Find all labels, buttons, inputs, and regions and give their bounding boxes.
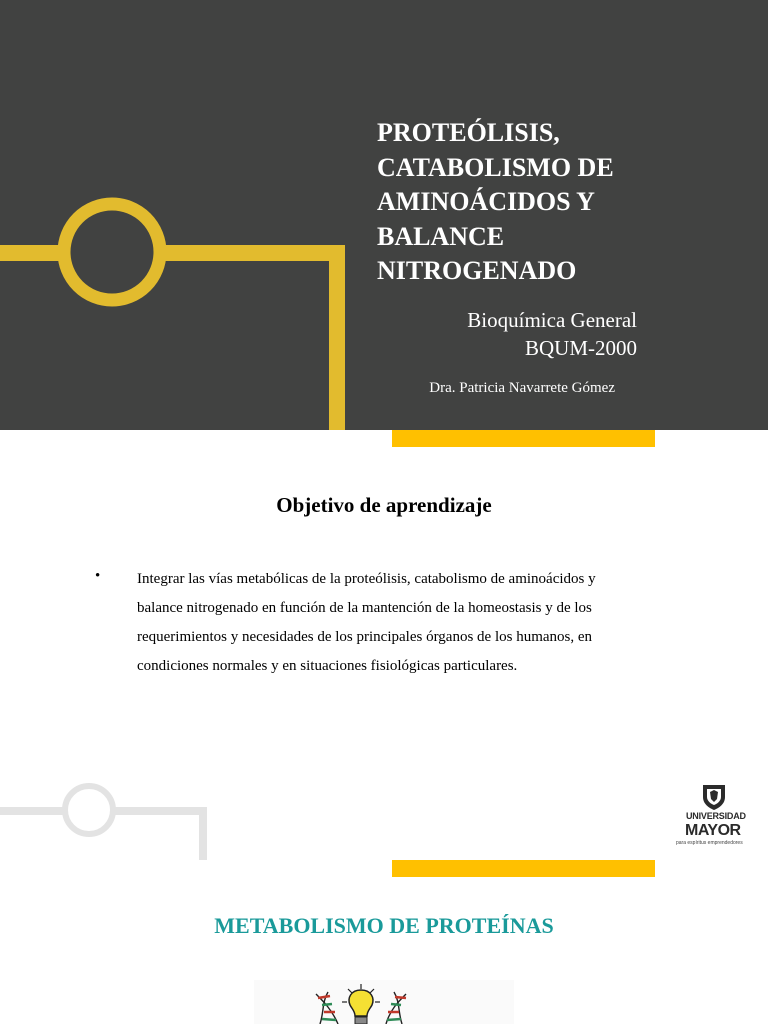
objective-line: balance nitrogenado en función de la mantención de la homeostasis y de los bbox=[137, 600, 592, 616]
objective-line: Integrar las vías metabólicas de la proteólisis, catabolismo de aminoácidos y bbox=[137, 571, 596, 587]
objective-heading: Objetivo de aprendizaje bbox=[276, 493, 492, 517]
course-code: BQUM-2000 bbox=[524, 336, 637, 360]
lightbulb-dna-illustration bbox=[254, 980, 514, 1024]
yellow-accent-bar bbox=[392, 860, 655, 877]
illustration-background bbox=[254, 980, 514, 1024]
logo-tagline: para espíritus emprendedores bbox=[676, 840, 743, 846]
university-shield-icon bbox=[701, 783, 727, 811]
bullet-icon: • bbox=[95, 568, 101, 584]
gray-circle bbox=[65, 786, 113, 834]
course-name: Bioquímica General bbox=[467, 308, 637, 332]
section-heading: METABOLISMO DE PROTEÍNAS bbox=[214, 913, 554, 938]
title-line: NITROGENADO bbox=[377, 256, 577, 285]
title-line: BALANCE bbox=[377, 221, 505, 251]
decoration-circle bbox=[64, 204, 160, 300]
title-line: PROTEÓLISIS, bbox=[377, 118, 560, 147]
objective-paragraph bbox=[137, 565, 637, 681]
course-subtitle bbox=[400, 306, 637, 362]
lightbulb-base bbox=[355, 1017, 367, 1024]
yellow-accent-bar bbox=[392, 430, 655, 447]
objective-line: condiciones normales y en situaciones fisiológicas particulares. bbox=[137, 658, 518, 674]
title-line: CATABOLISMO DE bbox=[377, 152, 614, 182]
presentation-title bbox=[377, 116, 757, 289]
logo-mayor-text: MAYOR bbox=[685, 822, 741, 839]
title-slide bbox=[0, 0, 768, 430]
decoration-horizontal-line bbox=[0, 245, 345, 261]
logo-university-text: UNIVERSIDAD bbox=[686, 811, 746, 821]
title-line: AMINOÁCIDOS Y bbox=[377, 187, 595, 216]
objective-line: requerimientos y necesidades de los principales órganos de los humanos, en bbox=[137, 629, 593, 645]
decoration-vertical-line bbox=[329, 245, 345, 430]
gray-vertical-line bbox=[199, 807, 207, 860]
author-name: Dra. Patricia Navarrete Gómez bbox=[429, 380, 615, 396]
